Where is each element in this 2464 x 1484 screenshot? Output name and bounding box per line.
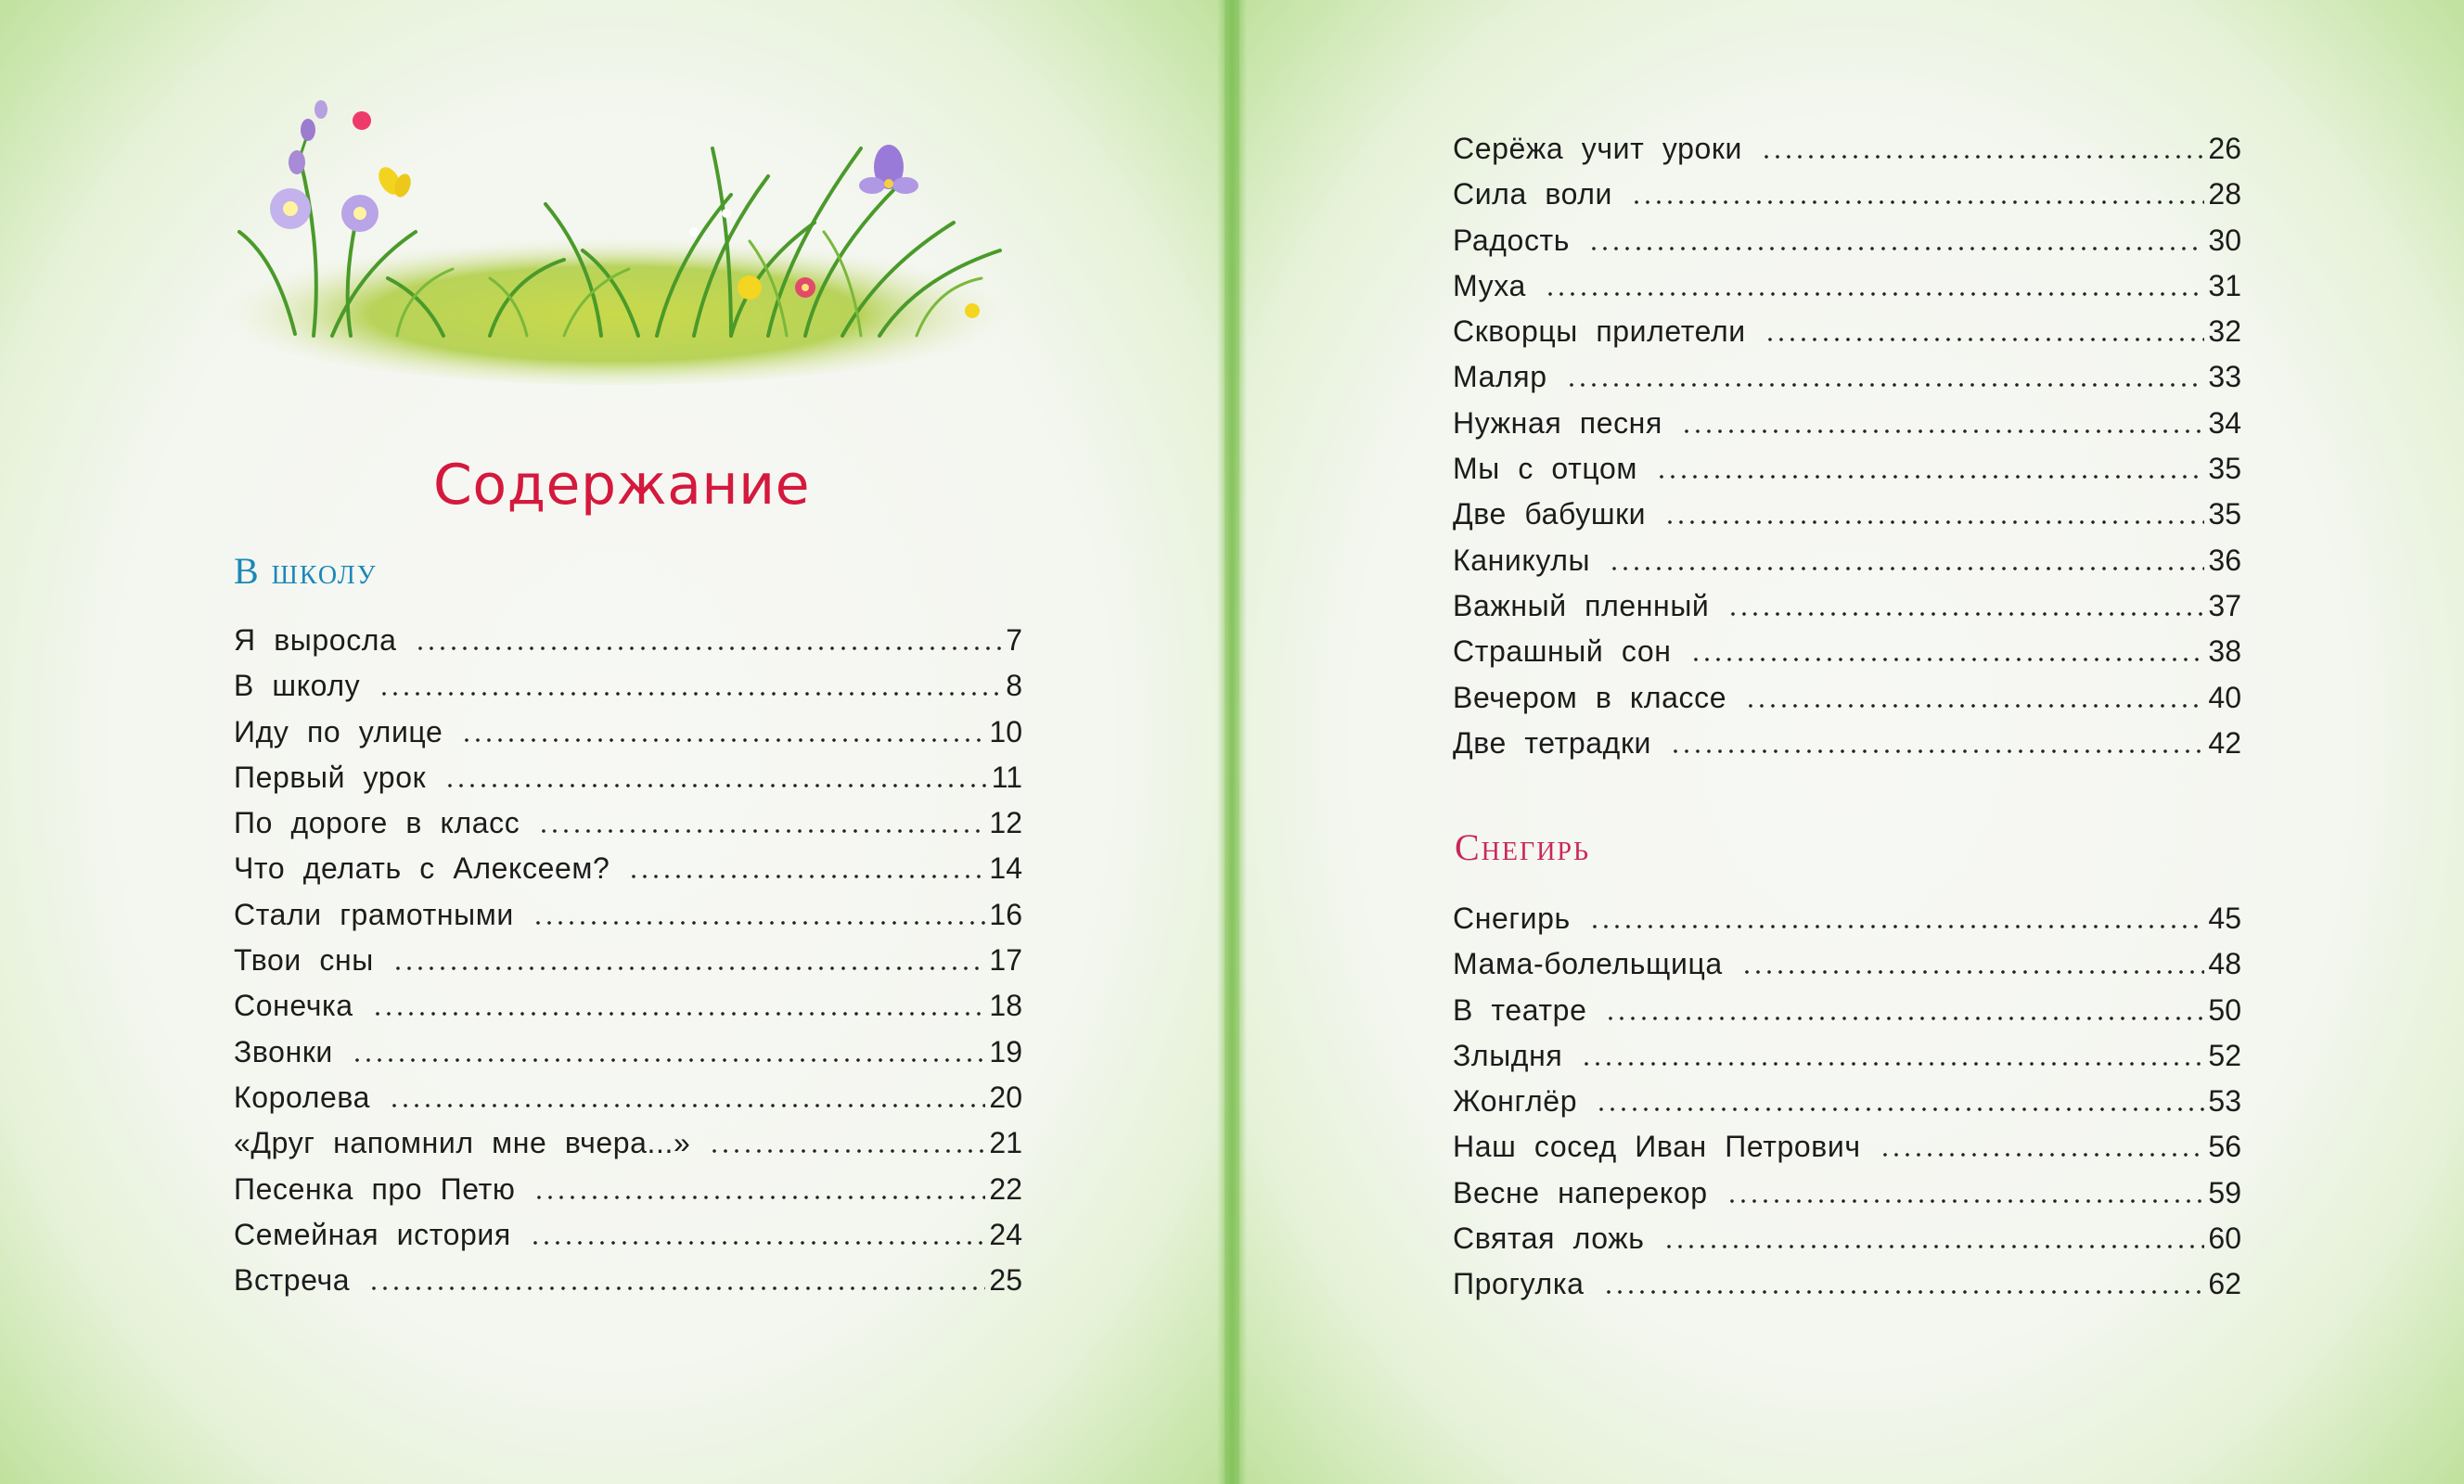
dot-leader — [1609, 567, 2204, 570]
toc-entry[interactable] — [1453, 726, 2241, 772]
dot-leader — [415, 646, 1002, 650]
purple-flower-icon — [270, 188, 379, 232]
toc-entry[interactable] — [1453, 177, 2241, 223]
toc-entry-title: Две тетрадки — [1453, 725, 1652, 760]
dot-leader — [533, 921, 986, 925]
toc-entry-title: Радость — [1453, 223, 1571, 257]
toc-entry[interactable] — [234, 989, 1022, 1034]
dot-leader — [392, 966, 986, 970]
toc-entry-page-number: 24 — [989, 1217, 1022, 1251]
dot-leader — [1761, 155, 2204, 159]
toc-entry-page-number: 22 — [989, 1171, 1022, 1206]
toc-entry-page-number: 19 — [989, 1034, 1022, 1068]
toc-entry-page-number: 7 — [1006, 623, 1022, 657]
toc-entry-page-number: 31 — [2208, 268, 2241, 302]
toc-entry-page-number: 48 — [2208, 947, 2241, 981]
dot-leader — [628, 875, 985, 878]
toc-entry[interactable] — [1453, 902, 2241, 947]
dot-leader — [1664, 520, 2204, 524]
toc-entry[interactable] — [234, 1081, 1022, 1126]
toc-entry[interactable] — [234, 898, 1022, 943]
toc-entry[interactable] — [1453, 947, 2241, 992]
toc-entry-page-number: 35 — [2208, 452, 2241, 486]
toc-entry-title: Серёжа учит уроки — [1453, 132, 1742, 165]
dot-leader — [461, 738, 985, 742]
toc-entry-title: Семейная история — [234, 1217, 511, 1251]
toc-entry-title: Что делать с Алексеем? — [234, 851, 610, 886]
toc-entry-title: Скворцы прилетели — [1453, 314, 1746, 349]
toc-entry-page-number: 12 — [989, 806, 1022, 840]
dot-leader — [352, 1058, 985, 1062]
toc-entry-title: Мы с отцом — [1453, 452, 1637, 486]
toc-entry[interactable] — [1453, 993, 2241, 1039]
toc-entry-title: Наш сосед Иван Петрович — [1453, 1130, 1861, 1164]
toc-entry[interactable] — [1453, 681, 2241, 726]
toc-entry-page-number: 17 — [989, 943, 1022, 978]
toc-entry-title: Весне наперекор — [1453, 1175, 1708, 1209]
toc-entry[interactable] — [234, 851, 1022, 897]
toc-entry-title: Нужная песня — [1453, 405, 1662, 440]
toc-entry[interactable] — [1453, 314, 2241, 360]
page-title: Содержание — [432, 453, 811, 518]
dot-leader — [1670, 749, 2204, 753]
toc-entry[interactable] — [1453, 497, 2241, 543]
toc-list-left — [234, 623, 1022, 1309]
dot-leader — [1690, 658, 2205, 661]
toc-entry[interactable] — [234, 943, 1022, 989]
iris-flower-icon — [859, 145, 918, 194]
dot-leader — [530, 1241, 986, 1245]
toc-entry-title: Твои сны — [234, 943, 374, 978]
toc-entry-title: Жонглёр — [1453, 1084, 1578, 1119]
toc-entry-title: Королева — [234, 1080, 371, 1114]
toc-entry-page-number: 16 — [989, 897, 1022, 931]
toc-entry-title: В театре — [1453, 992, 1587, 1027]
dot-leader — [1603, 1290, 2205, 1294]
toc-entry-page-number: 14 — [989, 851, 1022, 886]
dot-leader — [1545, 292, 2205, 296]
toc-entry[interactable] — [234, 761, 1022, 806]
toc-entry-title: Злыдня — [1453, 1038, 1563, 1072]
toc-entry-page-number: 10 — [989, 714, 1022, 748]
dot-leader — [1605, 1017, 2204, 1020]
toc-entry-title: Муха — [1453, 268, 1526, 302]
toc-entry-title: Маляр — [1453, 360, 1547, 394]
dot-leader — [1765, 338, 2205, 341]
dot-leader — [379, 692, 1002, 696]
meadow-illustration — [212, 93, 1019, 399]
dot-leader — [1726, 1199, 2205, 1203]
dot-leader — [1745, 704, 2204, 708]
toc-entry[interactable] — [1453, 1130, 2241, 1175]
toc-entry-title: Мама-болельщица — [1453, 947, 1723, 981]
butterfly-icon — [374, 163, 414, 199]
bellflower-icon — [289, 100, 327, 174]
toc-entry-page-number: 37 — [2208, 588, 2241, 622]
toc-entry-page-number: 8 — [1006, 669, 1022, 703]
dot-leader — [372, 1012, 986, 1016]
toc-entry[interactable] — [1453, 589, 2241, 634]
toc-entry-page-number: 52 — [2208, 1038, 2241, 1072]
toc-entry[interactable] — [234, 1263, 1022, 1309]
toc-entry-page-number: 11 — [991, 760, 1022, 794]
toc-entry-page-number: 20 — [989, 1080, 1022, 1114]
toc-entry-page-number: 56 — [2208, 1130, 2241, 1164]
dot-leader — [1727, 612, 2204, 616]
toc-entry[interactable] — [1453, 1084, 2241, 1130]
section-heading-snegir: Снегирь — [1455, 826, 1591, 868]
dot-leader — [538, 829, 985, 833]
toc-entry-title: Прогулка — [1453, 1267, 1585, 1301]
dot-leader — [1566, 383, 2205, 387]
toc-entry-title: Первый урок — [234, 760, 427, 794]
section-heading-v-shkolu: В школу — [234, 550, 378, 592]
dot-leader — [709, 1149, 985, 1153]
toc-entry-page-number: 59 — [2208, 1175, 2241, 1209]
toc-entry-page-number: 34 — [2208, 405, 2241, 440]
dot-leader — [1589, 925, 2205, 928]
toc-list-snegir — [1453, 902, 2241, 1313]
dot-leader — [1880, 1153, 2205, 1157]
toc-entry[interactable] — [234, 1126, 1022, 1171]
toc-entry-title: Песенка про Петю — [234, 1171, 516, 1206]
toc-entry[interactable] — [1453, 1267, 2241, 1312]
toc-entry-title: Две бабушки — [1453, 497, 1647, 531]
toc-entry-title: Сила воли — [1453, 177, 1613, 211]
toc-entry[interactable] — [234, 669, 1022, 714]
toc-entry[interactable] — [1453, 634, 2241, 680]
dot-leader — [1663, 1245, 2205, 1248]
toc-entry-page-number: 50 — [2208, 992, 2241, 1027]
toc-entry[interactable] — [1453, 269, 2241, 314]
toc-entry-title: Святая ложь — [1453, 1222, 1645, 1256]
toc-entry[interactable] — [1453, 224, 2241, 269]
toc-entry[interactable] — [1453, 1222, 2241, 1267]
book-gutter — [1217, 0, 1247, 1484]
dot-leader — [444, 784, 988, 787]
toc-entry-page-number: 32 — [2208, 314, 2241, 349]
toc-entry[interactable] — [1453, 544, 2241, 589]
toc-entry[interactable] — [1453, 452, 2241, 497]
toc-entry-page-number: 28 — [2208, 177, 2241, 211]
toc-entry-title: Звонки — [234, 1034, 333, 1068]
toc-entry-page-number: 62 — [2208, 1267, 2241, 1301]
toc-list-right-continued — [1453, 132, 2241, 772]
toc-entry[interactable] — [1453, 406, 2241, 452]
toc-entry[interactable] — [234, 715, 1022, 761]
toc-entry[interactable] — [234, 806, 1022, 851]
toc-entry-page-number: 30 — [2208, 223, 2241, 257]
dot-leader — [1681, 429, 2205, 433]
dot-leader — [533, 1196, 985, 1199]
toc-entry-title: Стали грамотными — [234, 897, 514, 931]
toc-entry-title: Иду по улице — [234, 714, 443, 748]
toc-entry-title: Каникулы — [1453, 543, 1591, 577]
toc-entry-page-number: 21 — [989, 1126, 1022, 1160]
toc-entry[interactable] — [234, 623, 1022, 669]
toc-entry[interactable] — [234, 1172, 1022, 1218]
toc-entry[interactable] — [234, 1035, 1022, 1081]
toc-entry-title: В школу — [234, 669, 361, 703]
toc-entry-title: Встреча — [234, 1263, 351, 1298]
toc-entry-page-number: 25 — [989, 1263, 1022, 1298]
toc-entry-page-number: 42 — [2208, 725, 2241, 760]
toc-entry-title: Снегирь — [1453, 902, 1571, 935]
dot-leader — [1741, 970, 2205, 974]
dot-leader — [1656, 475, 2204, 479]
toc-entry-page-number: 33 — [2208, 360, 2241, 394]
toc-entry-page-number: 36 — [2208, 543, 2241, 577]
toc-entry-page-number: 60 — [2208, 1222, 2241, 1256]
toc-entry-page-number: 35 — [2208, 497, 2241, 531]
toc-entry[interactable] — [1453, 1176, 2241, 1222]
dot-leader — [389, 1104, 985, 1107]
toc-entry[interactable] — [234, 1218, 1022, 1263]
dot-leader — [368, 1286, 985, 1290]
toc-entry-title: По дороге в класс — [234, 806, 520, 840]
toc-entry[interactable] — [1453, 132, 2241, 177]
toc-entry[interactable] — [1453, 1039, 2241, 1084]
dot-leader — [1581, 1062, 2204, 1066]
toc-entry-title: Сонечка — [234, 989, 353, 1023]
toc-entry-page-number: 45 — [2208, 902, 2241, 935]
dot-leader — [1588, 247, 2204, 250]
dot-leader — [1631, 200, 2204, 204]
toc-entry-page-number: 38 — [2208, 634, 2241, 669]
left-page — [0, 0, 1225, 1484]
toc-entry-title: Страшный сон — [1453, 634, 1672, 669]
toc-entry-title: Вечером в классе — [1453, 680, 1727, 714]
toc-entry-title: Важный пленный — [1453, 588, 1710, 622]
toc-entry-page-number: 53 — [2208, 1084, 2241, 1119]
toc-entry-page-number: 18 — [989, 989, 1022, 1023]
dot-leader — [1596, 1107, 2204, 1111]
toc-entry-title: Я выросла — [234, 623, 397, 657]
toc-entry-page-number: 40 — [2208, 680, 2241, 714]
toc-entry-page-number: 26 — [2208, 132, 2241, 165]
toc-entry[interactable] — [1453, 360, 2241, 405]
toc-entry-title: «Друг напомнил мне вчера...» — [234, 1126, 691, 1160]
